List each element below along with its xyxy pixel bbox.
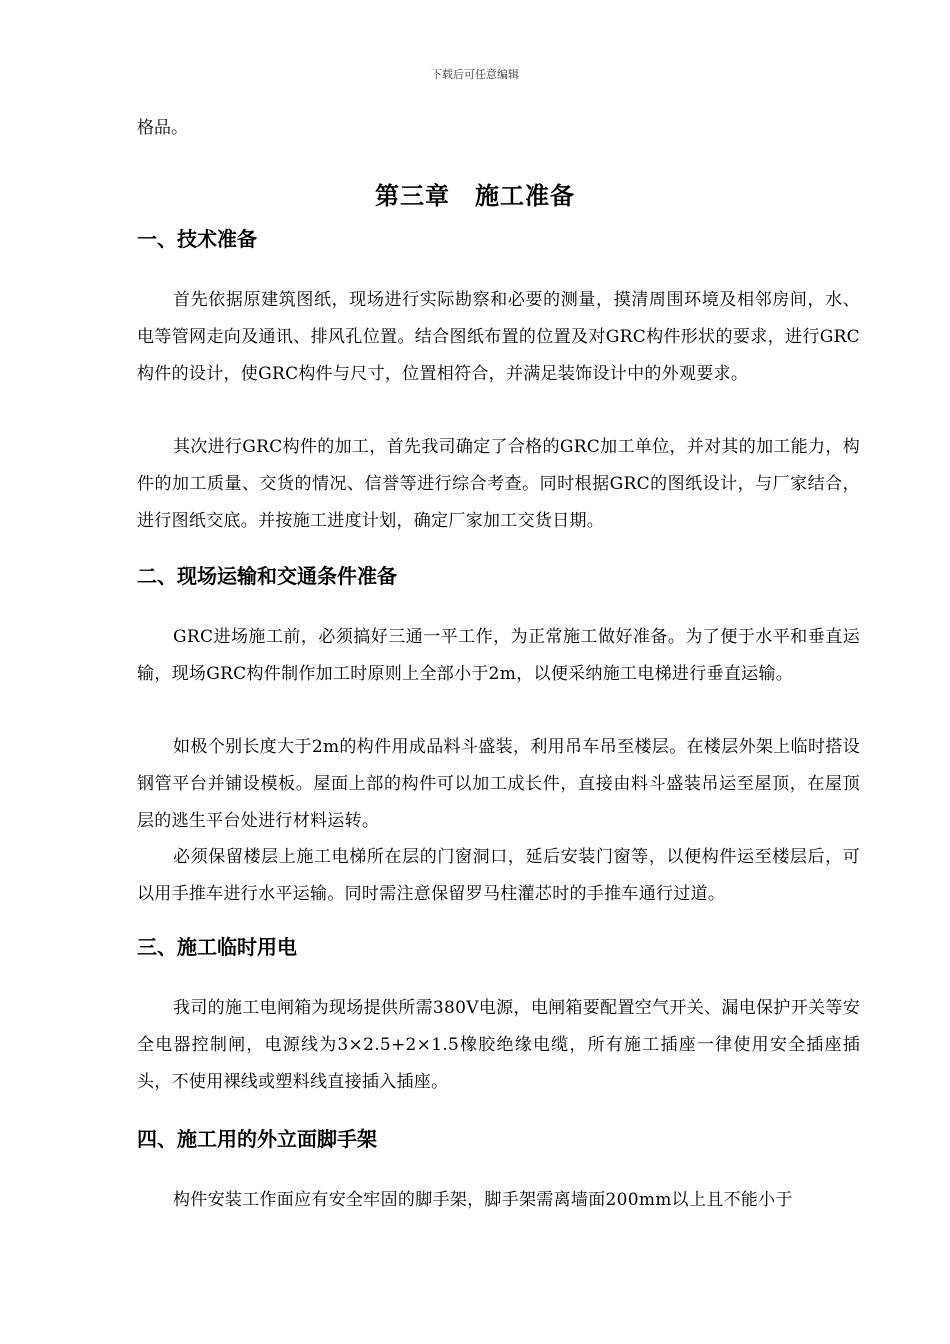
lead-text: 格品。 xyxy=(137,118,188,138)
page-header: 下载后可任意编辑 xyxy=(431,68,519,81)
paragraph-2-3: 必须保留楼层上施工电梯所在层的门窗洞口，延后安装门窗等，以便构件运至楼层后，可以用手推车进行水平运输。同时需注意保留罗马柱灌芯时的手推车通行过道。 xyxy=(137,847,860,904)
paragraph-1-2: 其次进行GRC构件的加工，首先我司确定了合格的GRC加工单位，并对其的加工能力，构件的加工质量、交货的情况、信誉等进行综合考查。同时根据GRC的图纸设计，与厂家结合，进行图纸交底。并按施工进度计划，确定厂家加工交货日期。 xyxy=(137,437,860,531)
paragraph-2-2: 如极个别长度大于2m的构件用成品料斗盛装，利用吊车吊至楼层。在楼层外架上临时搭设钢管平台并铺设模板。屋面上部的构件可以加工成长件，直接由料斗盛装吊运至屋顶，在屋顶层的逃生平台处进行材料运转。 xyxy=(137,737,860,831)
section-heading-4: 四、施工用的外立面脚手架 xyxy=(137,1127,377,1151)
section-heading-1: 一、技术准备 xyxy=(137,227,257,251)
paragraph-4-1: 构件安装工作面应有安全牢固的脚手架，脚手架需离墙面200mm以上且不能小于 xyxy=(173,1190,793,1210)
section-heading-3: 三、施工临时用电 xyxy=(137,935,297,959)
paragraph-3-1: 我司的施工电闸箱为现场提供所需380V电源，电闸箱要配置空气开关、漏电保护开关等安全电器控制闸，电源线为3×2.5+2×1.5橡胶绝缘电缆，所有施工插座一律使用安全插座插头，不使用裸线或塑料线直接插入插座。 xyxy=(137,998,860,1092)
paragraph-2-1: GRC进场施工前，必须搞好三通一平工作，为正常施工做好准备。为了便于水平和垂直运输，现场GRC构件制作加工时原则上全部小于2m，以便采纳施工电梯进行垂直运输。 xyxy=(137,627,860,684)
paragraph-1-1: 首先依据原建筑图纸，现场进行实际勘察和必要的测量，摸清周围环境及相邻房间，水、电等管网走向及通讯、排风孔位置。结合图纸布置的位置及对GRC构件形状的要求，进行GRC构件的设计，使GRC构件与尺寸，位置相符合，并满足装饰设计中的外观要求。 xyxy=(137,290,860,384)
chapter-title: 第三章 施工准备 xyxy=(375,182,575,210)
section-heading-2: 二、现场运输和交通条件准备 xyxy=(137,564,397,588)
